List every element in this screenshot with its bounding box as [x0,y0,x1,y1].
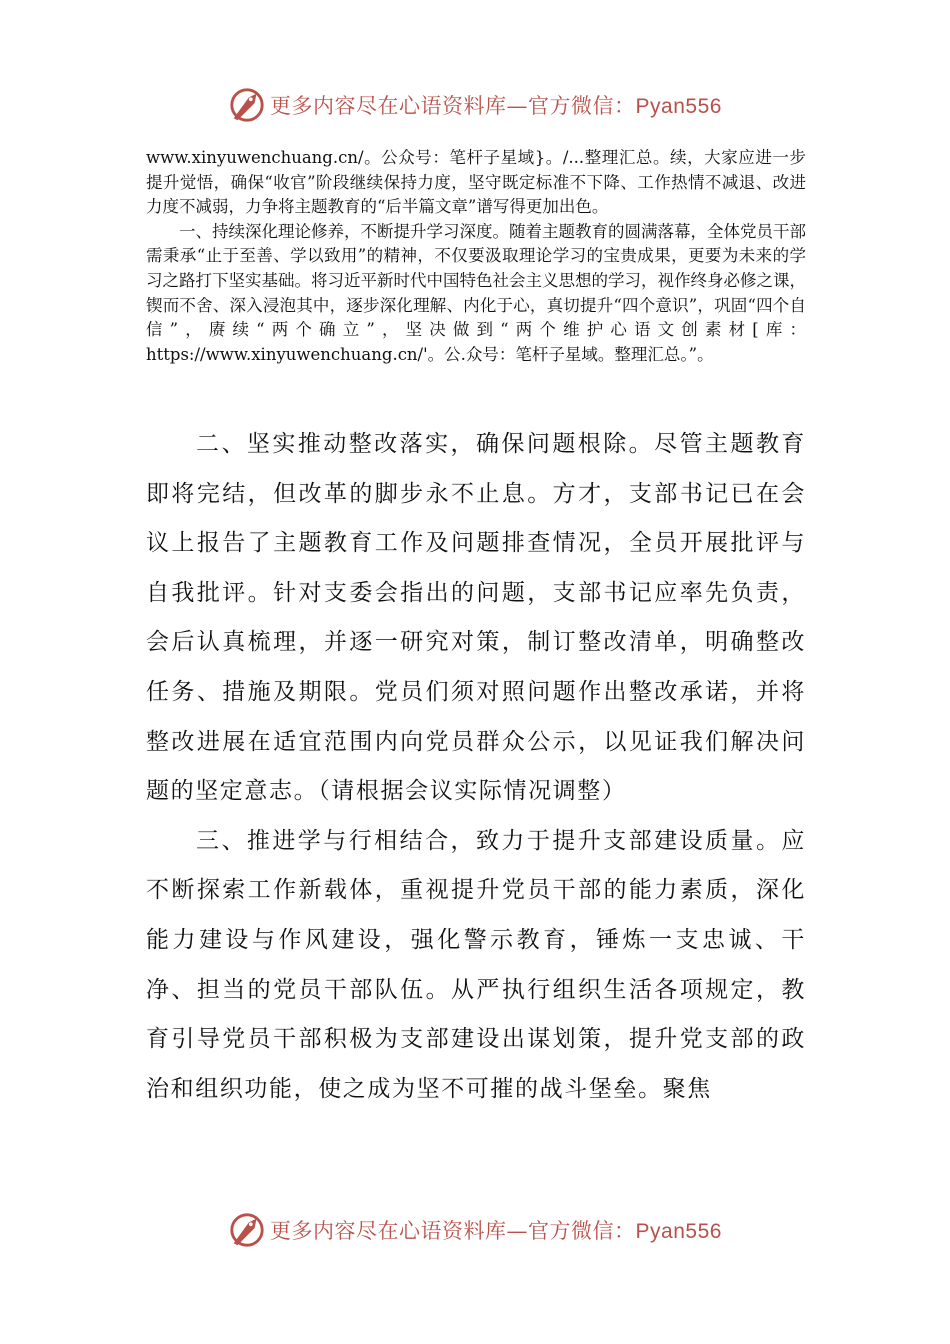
paragraph-continuation: www.xinyuwenchuang.cn/。公众号：笔杆子星域}。/...整理汇总。续，大家应进一步提升觉悟，确保“收官”阶段继续保持力度，坚守既定标准不下降、工作热情不减退、改进力度不减弱，力争将主题教育的“后半篇文章”谱写得更加出色。 [146,148,806,217]
paragraph-point-two: 二、坚实推动整改落实，确保问题根除。尽管主题教育即将完结，但改革的脚步永不止息。方才，支部书记已在会议上报告了主题教育工作及问题排查情况，全员开展批评与自我批评。针对支委会指出的问题，支部书记应率先负责，会后认真梳理，并逐一研究对策，制订整改清单，明确整改任务、措施及期限。党员们须对照问题作出整改承诺，并将整改进展在适宜范围内向党员群众公示，以见证我们解决问题的坚定意志。（请根据会议实际情况调整） [146,431,806,805]
header-banner-text: 更多内容尽在心语资料库—官方微信：Pyan556 [270,94,722,118]
paragraph-point-three: 三、推进学与行相结合，致力于提升支部建设质量。应不断探索工作新载体，重视提升党员干部的能力素质，深化能力建设与作风建设，强化警示教育，锤炼一支忠诚、干净、担当的党员干部队伍。从严执行组织生活各项规定，教育引导党员干部积极为支部建设出谋划策，提升党支部的政治和组织功能，使之成为坚不可摧的战斗堡垒。聚焦 [146,827,806,1102]
header-banner [0,80,950,130]
pen-nib-logo-icon [228,86,266,124]
footer-banner [0,1205,950,1255]
intro-text-block [146,146,806,367]
pen-nib-logo-icon [228,1211,266,1249]
paragraph-point-one: 一、持续深化理论修养，不断提升学习深度。随着主题教育的圆满落幕，全体党员干部需秉承“止于至善、学以致用”的精神，不仅要汲取理论学习的宝贵成果，更要为未来的学习之路打下坚实基础。将习近平新时代中国特色社会主义思想的学习，视作终身必修之课，锲而不舍、深入浸泡其中，逐步深化理解、内化于心，真切提升“四个意识”，巩固“四个自信”，赓续“两个确立”，坚决做到“两个维护心语文创素材[库：https://www.xinyuwenchuang.cn/'。公.众号：笔杆子星域。整理汇总。”。 [146,221,806,364]
footer-banner-text: 更多内容尽在心语资料库—官方微信：Pyan556 [270,1219,722,1243]
main-text-block [146,420,806,1114]
